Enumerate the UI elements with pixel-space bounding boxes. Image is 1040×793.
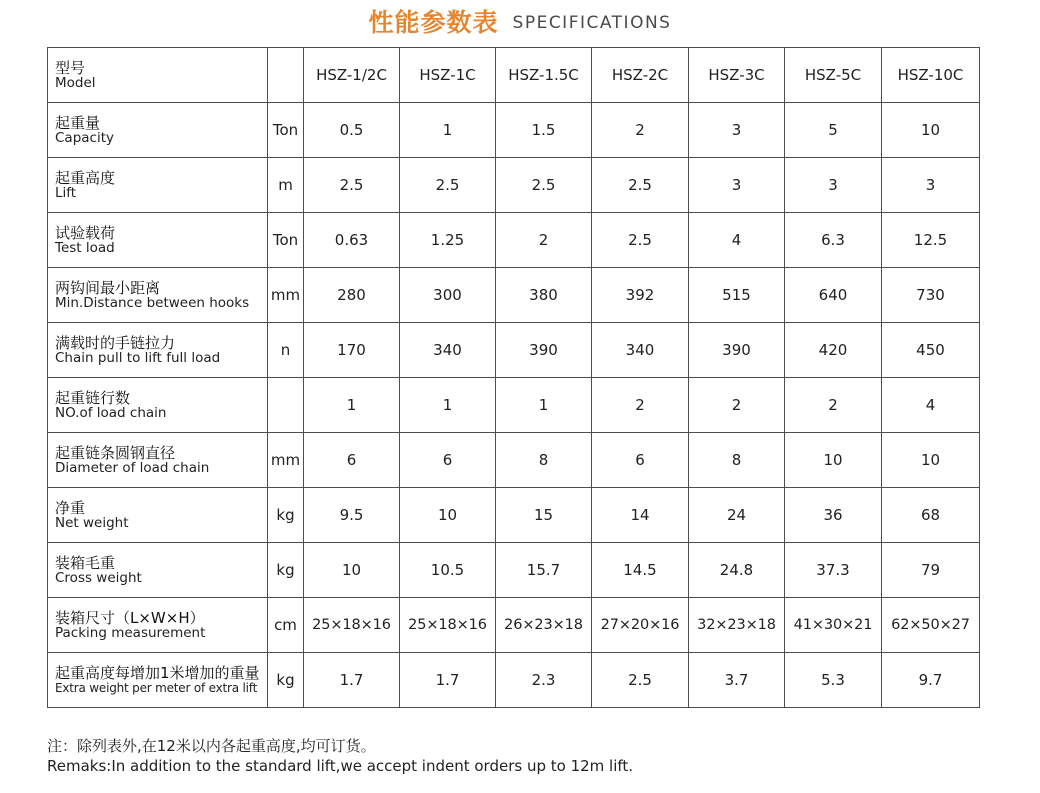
value-cell: 5: [785, 103, 882, 158]
value-cell: 79: [882, 543, 980, 598]
notes: [47, 736, 633, 776]
model-label-zh: 型号: [55, 58, 86, 77]
value-cell: 5.3: [785, 653, 882, 708]
value-cell: 3.7: [689, 653, 785, 708]
value-cell: 1: [400, 378, 496, 433]
value-cell: 8: [689, 433, 785, 488]
unit-cell: kg: [268, 488, 304, 543]
row-label-en: NO.of load chain: [55, 404, 167, 421]
value-cell: 3: [689, 158, 785, 213]
model-label-en: Model: [55, 74, 96, 91]
model-header-cell: HSZ-2C: [592, 48, 689, 103]
model-header-cell: HSZ-5C: [785, 48, 882, 103]
page-title: 性能参数表: [368, 8, 499, 37]
unit-cell: cm: [268, 598, 304, 653]
table-row: [48, 103, 980, 158]
row-label-zh: 起重高度: [55, 168, 116, 187]
value-cell: 41×30×21: [785, 598, 882, 653]
value-cell: 27×20×16: [592, 598, 689, 653]
unit-cell: kg: [268, 653, 304, 708]
row-label-en: Capacity: [55, 129, 114, 146]
model-header-cell: HSZ-1C: [400, 48, 496, 103]
value-cell: 2: [496, 213, 592, 268]
value-cell: 0.5: [304, 103, 400, 158]
value-cell: 2: [689, 378, 785, 433]
unit-cell: Ton: [268, 103, 304, 158]
note-en: Remaks:In addition to the standard lift,we accept indent orders up to 12m lift.: [47, 757, 634, 775]
page-subtitle: SPECIFICATIONS: [512, 13, 672, 33]
value-cell: 1.5: [496, 103, 592, 158]
row-label-cell: [48, 433, 268, 488]
value-cell: 24.8: [689, 543, 785, 598]
row-label-cell: [48, 323, 268, 378]
row-label-zh: 起重链行数: [55, 388, 131, 407]
row-label-cell: [48, 653, 268, 708]
row-label-zh: 装箱尺寸（L×W×H）: [55, 608, 205, 627]
specifications-table: [47, 47, 980, 708]
value-cell: 14.5: [592, 543, 689, 598]
value-cell: 0.63: [304, 213, 400, 268]
unit-cell: Ton: [268, 213, 304, 268]
value-cell: 10: [400, 488, 496, 543]
value-cell: 26×23×18: [496, 598, 592, 653]
unit-cell: m: [268, 158, 304, 213]
row-label-en: Packing measurement: [55, 624, 206, 641]
row-label-zh: 起重高度每增加1米增加的重量: [55, 663, 260, 682]
value-cell: 37.3: [785, 543, 882, 598]
value-cell: 6: [400, 433, 496, 488]
table-row: [48, 213, 980, 268]
value-cell: 6.3: [785, 213, 882, 268]
value-cell: 390: [689, 323, 785, 378]
value-cell: 10: [882, 103, 980, 158]
table-row: [48, 433, 980, 488]
value-cell: 515: [689, 268, 785, 323]
value-cell: 15: [496, 488, 592, 543]
row-label-zh: 起重链条圆钢直径: [55, 443, 176, 462]
unit-cell: kg: [268, 543, 304, 598]
value-cell: 10.5: [400, 543, 496, 598]
unit-header-cell: [268, 48, 304, 103]
unit-cell: n: [268, 323, 304, 378]
value-cell: 14: [592, 488, 689, 543]
row-label-zh: 两钩间最小距离: [55, 278, 161, 297]
table-row: [48, 488, 980, 543]
unit-cell: mm: [268, 268, 304, 323]
value-cell: 2.5: [592, 158, 689, 213]
row-label-zh: 试验载荷: [55, 223, 116, 242]
value-cell: 1.7: [400, 653, 496, 708]
value-cell: 2.5: [496, 158, 592, 213]
value-cell: 1.7: [304, 653, 400, 708]
row-label-cell: [48, 158, 268, 213]
value-cell: 1: [304, 378, 400, 433]
row-label-en: Test load: [55, 239, 115, 256]
value-cell: 6: [304, 433, 400, 488]
value-cell: 640: [785, 268, 882, 323]
row-label-en: Net weight: [55, 514, 129, 531]
value-cell: 280: [304, 268, 400, 323]
unit-cell: mm: [268, 433, 304, 488]
row-label-en: Min.Distance between hooks: [55, 294, 250, 311]
value-cell: 10: [785, 433, 882, 488]
table-row: [48, 378, 980, 433]
value-cell: 9.7: [882, 653, 980, 708]
value-cell: 36: [785, 488, 882, 543]
model-header-cell: HSZ-1/2C: [304, 48, 400, 103]
table-row: [48, 323, 980, 378]
value-cell: 10: [882, 433, 980, 488]
value-cell: 1: [400, 103, 496, 158]
table-row: [48, 268, 980, 323]
table-row: [48, 158, 980, 213]
value-cell: 4: [689, 213, 785, 268]
table-header-row: [48, 48, 980, 103]
value-cell: 9.5: [304, 488, 400, 543]
row-label-cell: [48, 103, 268, 158]
model-header-cell: HSZ-10C: [882, 48, 980, 103]
row-label-en: Cross weight: [55, 569, 142, 586]
value-cell: 170: [304, 323, 400, 378]
value-cell: 2: [592, 103, 689, 158]
row-label-cell: [48, 378, 268, 433]
page-header: [0, 0, 1040, 40]
model-header-cell: HSZ-1.5C: [496, 48, 592, 103]
value-cell: 2: [592, 378, 689, 433]
model-label-cell: [48, 48, 268, 103]
row-label-en: Diameter of load chain: [55, 459, 210, 476]
row-label-zh: 起重量: [55, 113, 101, 132]
value-cell: 2.5: [400, 158, 496, 213]
row-label-cell: [48, 213, 268, 268]
value-cell: 10: [304, 543, 400, 598]
value-cell: 380: [496, 268, 592, 323]
note-zh: 注：除列表外,在12米以内各起重高度,均可订货。: [47, 737, 376, 755]
row-label-en: Chain pull to lift full load: [55, 349, 221, 366]
value-cell: 340: [592, 323, 689, 378]
row-label-cell: [48, 598, 268, 653]
row-label-en: Extra weight per meter of extra lift: [55, 680, 258, 695]
value-cell: 12.5: [882, 213, 980, 268]
value-cell: 68: [882, 488, 980, 543]
value-cell: 8: [496, 433, 592, 488]
value-cell: 25×18×16: [400, 598, 496, 653]
row-label-en: Lift: [55, 184, 77, 201]
row-label-cell: [48, 488, 268, 543]
value-cell: 3: [689, 103, 785, 158]
value-cell: 420: [785, 323, 882, 378]
value-cell: 2.5: [592, 213, 689, 268]
value-cell: 6: [592, 433, 689, 488]
value-cell: 2: [785, 378, 882, 433]
value-cell: 25×18×16: [304, 598, 400, 653]
table-row: [48, 653, 980, 708]
value-cell: 390: [496, 323, 592, 378]
row-label-zh: 满载时的手链拉力: [55, 333, 176, 352]
value-cell: 2.5: [304, 158, 400, 213]
value-cell: 2.3: [496, 653, 592, 708]
value-cell: 1.25: [400, 213, 496, 268]
row-label-zh: 净重: [55, 498, 86, 517]
value-cell: 62×50×27: [882, 598, 980, 653]
value-cell: 3: [882, 158, 980, 213]
model-header-cell: HSZ-3C: [689, 48, 785, 103]
value-cell: 300: [400, 268, 496, 323]
row-label-cell: [48, 268, 268, 323]
value-cell: 15.7: [496, 543, 592, 598]
value-cell: 1: [496, 378, 592, 433]
row-label-zh: 装箱毛重: [55, 553, 116, 572]
table-row: [48, 543, 980, 598]
value-cell: 2.5: [592, 653, 689, 708]
value-cell: 392: [592, 268, 689, 323]
value-cell: 730: [882, 268, 980, 323]
value-cell: 3: [785, 158, 882, 213]
unit-cell: [268, 378, 304, 433]
value-cell: 4: [882, 378, 980, 433]
row-label-cell: [48, 543, 268, 598]
value-cell: 24: [689, 488, 785, 543]
value-cell: 450: [882, 323, 980, 378]
value-cell: 32×23×18: [689, 598, 785, 653]
value-cell: 340: [400, 323, 496, 378]
table-row: [48, 598, 980, 653]
